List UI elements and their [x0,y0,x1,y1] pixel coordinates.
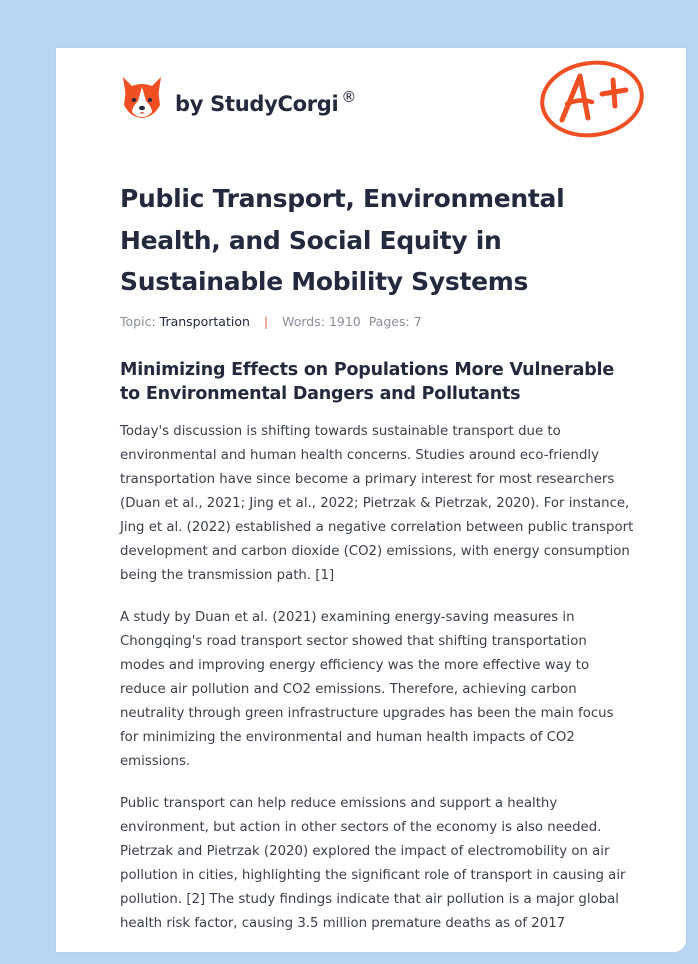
pages-label: Pages: [368,313,410,329]
topic-link[interactable]: Transportation [159,313,250,329]
registered-mark: ® [341,88,357,106]
article-content [120,178,634,936]
a-plus-grade-icon [536,58,648,140]
article-meta [120,314,634,329]
article-title: Public Transport, Environmental Health, and Social Equity in Sustainable Mobility Systems [120,184,565,296]
paragraph-1: Today's discussion is shifting towards sustainable transport due to environmental and human health concerns. Studies around eco-friendly transportation have since become a primary interest for most researchers (Duan et al., 2021; Jing et al., 2022; Pietrzak & Pietrzak, 2020). For instance, Jing et al. (2022) established a negative correlation between public transport development and carbon dioxide (CO2) emissions, with energy consumption being the transmission path. [1] [120,423,634,583]
corgi-logo-icon[interactable] [120,75,164,121]
words-label: Words: [282,313,325,329]
paragraph-3: Public transport can help reduce emissions and support a healthy environment, but action in other sectors of the economy is also needed. Pietrzak and Pietrzak (2020) explored the impact of electromobility on air pollution in cities, highlighting the significant role of transport in causing air pollution. [2] The study findings indicate that air pollution is a major global health risk factor, causing 3.5 million premature deaths as of 2017 [120,795,626,931]
meta-separator: | [263,313,269,329]
paragraph-2: A study by Duan et al. (2021) examining energy-saving measures in Chongqing's road transport sector showed that shifting transportation modes and improving energy efficiency was the more effective way to reduce air pollution and CO2 emissions. Therefore, achieving carbon neutrality through green infrastructure upgrades has been the main focus for minimizing the environmental and human health impacts of CO2 emissions. [120,609,614,769]
document-page [56,48,686,952]
words-value: 1910 [328,313,361,329]
section-heading: Minimizing Effects on Populations More Vulnerable to Environmental Dangers and Pollutants [120,359,615,404]
brand-name[interactable] [175,88,357,116]
topic-label: Topic: [120,313,156,329]
page-header [56,48,686,168]
pages-value: 7 [413,313,422,329]
brand-text: by StudyCorgi [175,92,339,116]
